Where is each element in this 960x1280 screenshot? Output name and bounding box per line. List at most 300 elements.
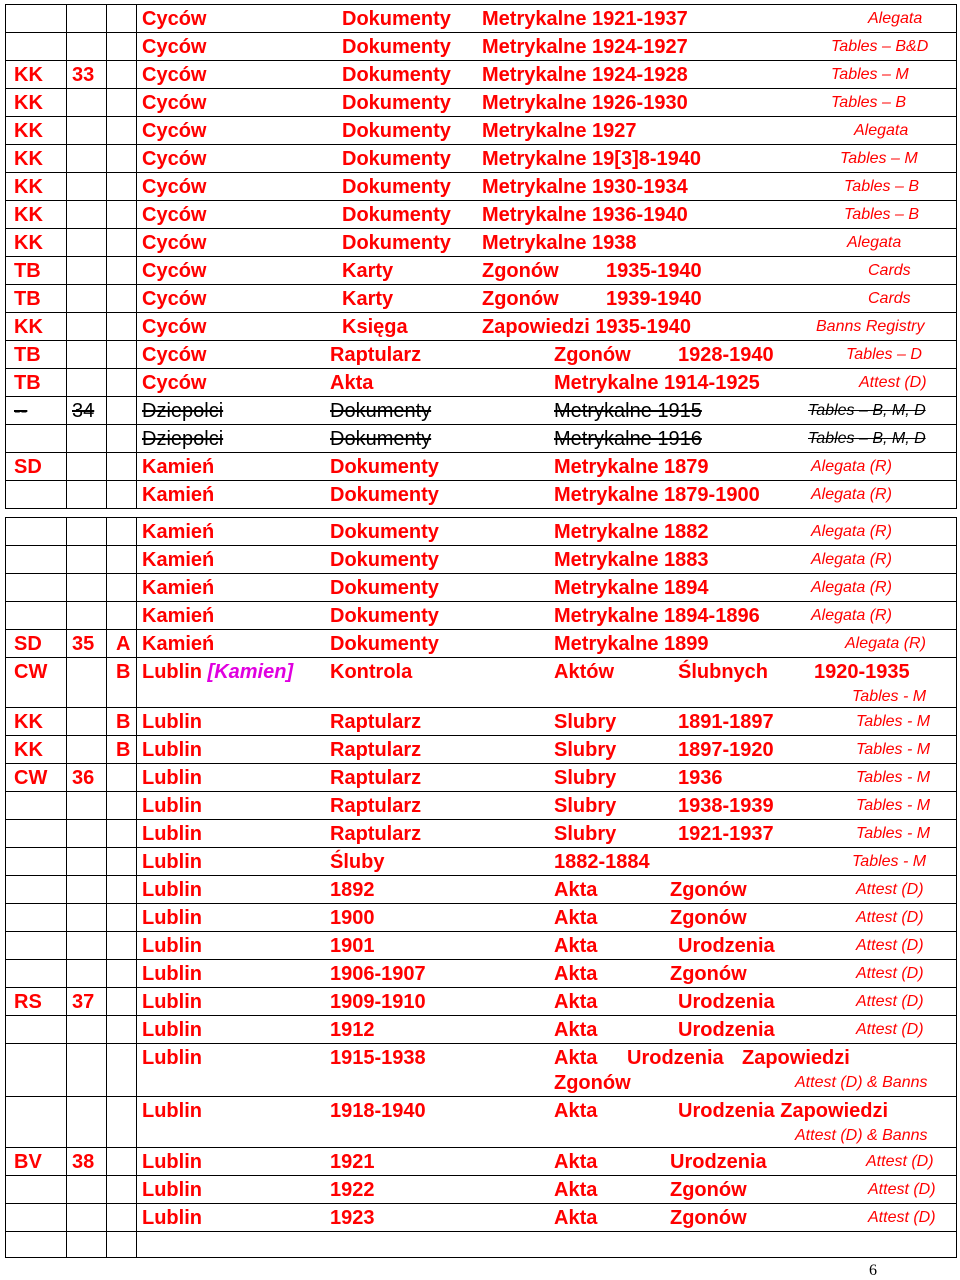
column-divider <box>106 117 107 144</box>
table-row <box>6 257 956 285</box>
collection-code: KK <box>14 316 43 338</box>
record-type: Attest (D) & Banns <box>795 1074 928 1091</box>
record-type: Tables – B, M, D <box>808 430 926 447</box>
record-field: Metrykalne 1879 <box>554 456 709 478</box>
column-divider <box>136 61 137 88</box>
record-field: Dokumenty <box>342 120 451 142</box>
record-field: Karty <box>342 260 394 282</box>
record-type: Alegata (R) <box>811 607 892 624</box>
record-field: Cyców <box>142 8 207 30</box>
record-type: Tables - M <box>856 797 931 814</box>
record-field: Dokumenty <box>330 400 432 422</box>
record-field: 1891-1897 <box>678 711 774 733</box>
record-field: Metrykalne 1879-1900 <box>554 484 760 506</box>
table-row <box>6 201 956 229</box>
record-type: Attest (D) <box>856 881 924 898</box>
table-row <box>6 1097 956 1148</box>
record-type: Cards <box>868 262 911 279</box>
record-field: Zapowiedzi <box>742 1047 850 1069</box>
record-field: Zgonów <box>670 907 747 929</box>
record-type: Banns Registry <box>816 318 925 335</box>
column-divider <box>106 369 107 396</box>
record-field: Cyców <box>142 288 207 310</box>
column-divider <box>106 960 107 987</box>
collection-code: TB <box>14 344 41 366</box>
record-field: Metrykalne 1927 <box>482 120 637 142</box>
column-divider <box>66 61 67 88</box>
column-divider <box>106 1097 107 1147</box>
column-divider <box>106 1044 107 1096</box>
record-type: Tables - M <box>856 769 931 786</box>
record-type: Alegata <box>847 234 902 251</box>
column-divider <box>66 658 67 707</box>
column-divider <box>66 602 67 629</box>
column-divider <box>66 736 67 763</box>
record-field: Kamień <box>142 549 215 571</box>
record-field: 1901 <box>330 935 375 957</box>
record-field: 1935-1940 <box>606 260 702 282</box>
column-divider <box>66 988 67 1015</box>
records-table-upper <box>5 4 957 509</box>
column-divider <box>136 1232 137 1257</box>
item-number: 38 <box>72 1151 95 1173</box>
table-row <box>6 341 956 369</box>
record-field: Raptularz <box>330 739 422 761</box>
column-divider <box>66 481 67 508</box>
record-field: Akta <box>554 907 598 929</box>
record-field: Urodzenia Zapowiedzi <box>678 1100 889 1122</box>
column-divider <box>66 792 67 819</box>
column-divider <box>66 518 67 545</box>
table-row <box>6 33 956 61</box>
item-letter: B <box>116 711 131 733</box>
record-type: Alegata <box>868 10 923 27</box>
record-field: Akta <box>554 1179 598 1201</box>
column-divider <box>66 708 67 735</box>
column-divider <box>106 173 107 200</box>
column-divider <box>106 630 107 657</box>
record-field: Lublin <box>142 795 202 817</box>
record-field: 1906-1907 <box>330 963 426 985</box>
record-type: Attest (D) <box>866 1153 934 1170</box>
record-field: 1897-1920 <box>678 739 774 761</box>
column-divider <box>66 257 67 284</box>
record-field: Ślubnych <box>678 661 769 683</box>
record-field: Lublin <box>142 823 202 845</box>
record-field: Śluby <box>330 851 385 873</box>
record-type: Attest (D) <box>868 1209 936 1226</box>
records-table-lower <box>5 517 957 1258</box>
record-field: Księga <box>342 316 408 338</box>
column-divider <box>66 285 67 312</box>
record-field: Kamień <box>142 633 215 655</box>
column-divider <box>136 792 137 819</box>
column-divider <box>136 630 137 657</box>
column-divider <box>136 820 137 847</box>
column-divider <box>136 425 137 452</box>
record-type: Cards <box>868 290 911 307</box>
record-field: Zgonów <box>554 1072 631 1094</box>
column-divider <box>106 1016 107 1043</box>
record-field: Dokumenty <box>330 577 439 599</box>
column-divider <box>66 1044 67 1096</box>
column-divider <box>106 1148 107 1175</box>
column-divider <box>106 764 107 791</box>
record-field: Dokumenty <box>330 521 439 543</box>
record-field: 1912 <box>330 1019 375 1041</box>
collection-code: KK <box>14 176 43 198</box>
record-field: Raptularz <box>330 823 422 845</box>
table-row <box>6 820 956 848</box>
item-letter: B <box>116 661 131 683</box>
record-field: Lublin <box>142 1179 202 1201</box>
item-letter: A <box>116 633 131 655</box>
record-field: Lublin <box>142 935 202 957</box>
record-field: Raptularz <box>330 711 422 733</box>
column-divider <box>136 33 137 60</box>
column-divider <box>106 820 107 847</box>
column-divider <box>66 453 67 480</box>
item-number: 33 <box>72 64 95 86</box>
column-divider <box>66 145 67 172</box>
record-field: Slubry <box>554 795 617 817</box>
record-type: Tables - M <box>852 688 927 705</box>
column-divider <box>106 5 107 32</box>
column-divider <box>66 229 67 256</box>
record-field: Metrykalne 1921-1937 <box>482 8 688 30</box>
record-field: Akta <box>554 963 598 985</box>
table-row <box>6 574 956 602</box>
record-field: Dokumenty <box>330 549 439 571</box>
record-field: Slubry <box>554 739 617 761</box>
record-field: Zgonów <box>554 344 631 366</box>
record-field: Kontrola <box>330 661 413 683</box>
record-field: Urodzenia <box>678 935 775 957</box>
record-type: Alegata (R) <box>811 486 892 503</box>
record-field: 1939-1940 <box>606 288 702 310</box>
item-number: 36 <box>72 767 95 789</box>
record-type: Attest (D) <box>856 909 924 926</box>
column-divider <box>136 201 137 228</box>
item-letter: B <box>116 739 131 761</box>
column-divider <box>66 574 67 601</box>
record-type: Attest (D) <box>856 937 924 954</box>
record-field: Cyców <box>142 64 207 86</box>
column-divider <box>106 848 107 875</box>
record-type: Alegata (R) <box>811 551 892 568</box>
column-divider <box>106 89 107 116</box>
record-field: Urodzenia <box>678 991 775 1013</box>
record-field: Cyców <box>142 36 207 58</box>
record-field: Dokumenty <box>342 92 451 114</box>
column-divider <box>66 341 67 368</box>
column-divider <box>136 145 137 172</box>
column-divider <box>106 876 107 903</box>
record-field: Kamień <box>142 577 215 599</box>
record-field: Urodzenia <box>627 1047 724 1069</box>
record-field: Aktów <box>554 661 614 683</box>
record-field: 1909-1910 <box>330 991 426 1013</box>
column-divider <box>106 1204 107 1231</box>
record-field: 1892 <box>330 879 375 901</box>
record-field: Dokumenty <box>330 456 439 478</box>
column-divider <box>136 960 137 987</box>
record-field: Akta <box>554 991 598 1013</box>
record-field: Slubry <box>554 711 617 733</box>
column-divider <box>136 904 137 931</box>
record-type: Tables – M <box>840 150 918 167</box>
column-divider <box>106 313 107 340</box>
record-field: 1918-1940 <box>330 1100 426 1122</box>
record-type: Tables – D <box>846 346 922 363</box>
record-field: Akta <box>554 1047 598 1069</box>
column-divider <box>136 932 137 959</box>
column-divider <box>106 341 107 368</box>
record-field: Raptularz <box>330 344 422 366</box>
column-divider <box>66 313 67 340</box>
column-divider <box>66 848 67 875</box>
column-divider <box>66 369 67 396</box>
table-row <box>6 658 956 708</box>
table-row <box>6 145 956 173</box>
record-field: Dokumenty <box>330 484 439 506</box>
record-field: Metrykalne 1924-1927 <box>482 36 688 58</box>
column-divider <box>136 546 137 573</box>
record-type: Tables – B <box>844 206 920 223</box>
record-field: Slubry <box>554 767 617 789</box>
record-type: Attest (D) <box>868 1181 936 1198</box>
table-row <box>6 764 956 792</box>
column-divider <box>106 397 107 424</box>
record-field: Raptularz <box>330 795 422 817</box>
column-divider <box>66 173 67 200</box>
column-divider <box>136 1097 137 1147</box>
record-field: Cyców <box>142 204 207 226</box>
record-field: Urodzenia <box>670 1151 767 1173</box>
record-field: Lublin <box>142 1019 202 1041</box>
table-row <box>6 848 956 876</box>
record-field: Metrykalne 1894 <box>554 577 709 599</box>
column-divider <box>66 1176 67 1203</box>
column-divider <box>136 602 137 629</box>
record-field: Akta <box>554 1100 598 1122</box>
record-field: Cyców <box>142 344 207 366</box>
record-field: Cyców <box>142 260 207 282</box>
column-divider <box>106 518 107 545</box>
column-divider <box>136 1148 137 1175</box>
record-field: Metrykalne 1914-1925 <box>554 372 760 394</box>
record-field: 1936 <box>678 767 723 789</box>
table-row <box>6 876 956 904</box>
record-field: Zgonów <box>482 288 559 310</box>
record-field: Metrykalne 1936-1940 <box>482 204 688 226</box>
record-field: 1882-1884 <box>554 851 650 873</box>
column-divider <box>136 257 137 284</box>
record-field: Lublin <box>142 907 202 929</box>
record-type: Alegata (R) <box>811 579 892 596</box>
column-divider <box>106 229 107 256</box>
column-divider <box>106 61 107 88</box>
column-divider <box>66 876 67 903</box>
record-field: Metrykalne 1899 <box>554 633 709 655</box>
collection-code: KK <box>14 739 43 761</box>
record-field: Akta <box>554 1207 598 1229</box>
column-divider <box>66 764 67 791</box>
column-divider <box>106 708 107 735</box>
record-field: Cyców <box>142 120 207 142</box>
record-field: Zgonów <box>670 879 747 901</box>
record-type: Alegata (R) <box>845 635 926 652</box>
column-divider <box>66 820 67 847</box>
column-divider <box>66 904 67 931</box>
record-type: Tables - M <box>856 713 931 730</box>
record-type: Tables - M <box>852 853 927 870</box>
table-row <box>6 425 956 453</box>
record-field: Metrykalne 1916 <box>554 428 702 450</box>
table-row <box>6 229 956 257</box>
table-row <box>6 1044 956 1097</box>
column-divider <box>106 285 107 312</box>
record-field: Lublin [Kamien] <box>142 661 294 683</box>
column-divider <box>136 1044 137 1096</box>
record-field: Karty <box>342 288 394 310</box>
record-field: Kamień <box>142 456 215 478</box>
record-field: Cyców <box>142 148 207 170</box>
record-type: Tables – B&D <box>831 38 929 55</box>
table-row <box>6 630 956 658</box>
column-divider <box>66 397 67 424</box>
column-divider <box>66 33 67 60</box>
column-divider <box>106 425 107 452</box>
column-divider <box>106 257 107 284</box>
column-divider <box>136 5 137 32</box>
table-row <box>6 369 956 397</box>
record-field: Zgonów <box>670 1179 747 1201</box>
record-field: Lublin <box>142 1047 202 1069</box>
record-type: Attest (D) & Banns <box>795 1127 928 1144</box>
column-divider <box>136 764 137 791</box>
record-field: Metrykalne 1930-1934 <box>482 176 688 198</box>
collection-code: KK <box>14 204 43 226</box>
column-divider <box>66 630 67 657</box>
record-type: Tables – B <box>844 178 920 195</box>
record-field: Metrykalne 1882 <box>554 521 709 543</box>
item-number: 37 <box>72 991 95 1013</box>
column-divider <box>136 736 137 763</box>
record-field: Cyców <box>142 316 207 338</box>
column-divider <box>136 876 137 903</box>
record-field: Metrykalne 1915 <box>554 400 702 422</box>
record-field: Lublin <box>142 739 202 761</box>
record-type: Tables – B, M, D <box>808 402 926 419</box>
table-row <box>6 1176 956 1204</box>
table-row <box>6 173 956 201</box>
record-field: Slubry <box>554 823 617 845</box>
table-row <box>6 5 956 33</box>
record-field: Cyców <box>142 232 207 254</box>
column-divider <box>66 1204 67 1231</box>
record-field: Lublin <box>142 1100 202 1122</box>
table-row <box>6 313 956 341</box>
column-divider <box>136 848 137 875</box>
record-field: 1915-1938 <box>330 1047 426 1069</box>
table-row <box>6 89 956 117</box>
column-divider <box>106 33 107 60</box>
record-field: Raptularz <box>330 767 422 789</box>
record-field: Dokumenty <box>330 605 439 627</box>
page-number: 6 <box>869 1262 877 1279</box>
collection-code: TB <box>14 372 41 394</box>
column-divider <box>66 425 67 452</box>
column-divider <box>136 988 137 1015</box>
collection-code: KK <box>14 148 43 170</box>
record-field: Akta <box>554 1151 598 1173</box>
column-divider <box>66 960 67 987</box>
record-type: Attest (D) <box>856 965 924 982</box>
record-field: Metrykalne 1926-1930 <box>482 92 688 114</box>
column-divider <box>106 1176 107 1203</box>
column-divider <box>136 229 137 256</box>
table-row <box>6 61 956 89</box>
record-field: Dokumenty <box>330 633 439 655</box>
column-divider <box>66 1016 67 1043</box>
column-divider <box>106 658 107 707</box>
table-row <box>6 960 956 988</box>
record-field: 1900 <box>330 907 375 929</box>
record-type: Tables – B <box>831 94 907 111</box>
column-divider <box>106 145 107 172</box>
collection-code: TB <box>14 260 41 282</box>
record-field: Urodzenia <box>678 1019 775 1041</box>
table-row <box>6 117 956 145</box>
column-divider <box>66 1097 67 1147</box>
column-divider <box>136 1204 137 1231</box>
record-field: Zgonów <box>482 260 559 282</box>
collection-code: SD <box>14 456 42 478</box>
table-row <box>6 285 956 313</box>
collection-code: CW <box>14 767 48 789</box>
table-row <box>6 708 956 736</box>
column-divider <box>136 518 137 545</box>
table-row <box>6 453 956 481</box>
record-field: Cyców <box>142 92 207 114</box>
record-field: Akta <box>554 1019 598 1041</box>
record-field: Metrykalne 19[3]8-1940 <box>482 148 702 170</box>
collection-code: CW <box>14 661 48 683</box>
column-divider <box>66 932 67 959</box>
column-divider <box>106 792 107 819</box>
column-divider <box>106 574 107 601</box>
collection-code: KK <box>14 64 43 86</box>
record-field: Dokumenty <box>330 428 432 450</box>
record-field: Lublin <box>142 1207 202 1229</box>
item-number: 35 <box>72 633 95 655</box>
column-divider <box>136 574 137 601</box>
record-field: Zgonów <box>670 963 747 985</box>
column-divider <box>136 341 137 368</box>
column-divider <box>136 173 137 200</box>
record-type: Alegata <box>854 122 909 139</box>
table-row <box>6 602 956 630</box>
record-type: Attest (D) <box>856 993 924 1010</box>
record-field: Cyców <box>142 372 207 394</box>
column-divider <box>136 285 137 312</box>
collection-code: SD <box>14 633 42 655</box>
record-type: Tables – M <box>831 66 909 83</box>
table-row <box>6 904 956 932</box>
table-row <box>6 1232 956 1257</box>
record-field: Dokumenty <box>342 8 451 30</box>
